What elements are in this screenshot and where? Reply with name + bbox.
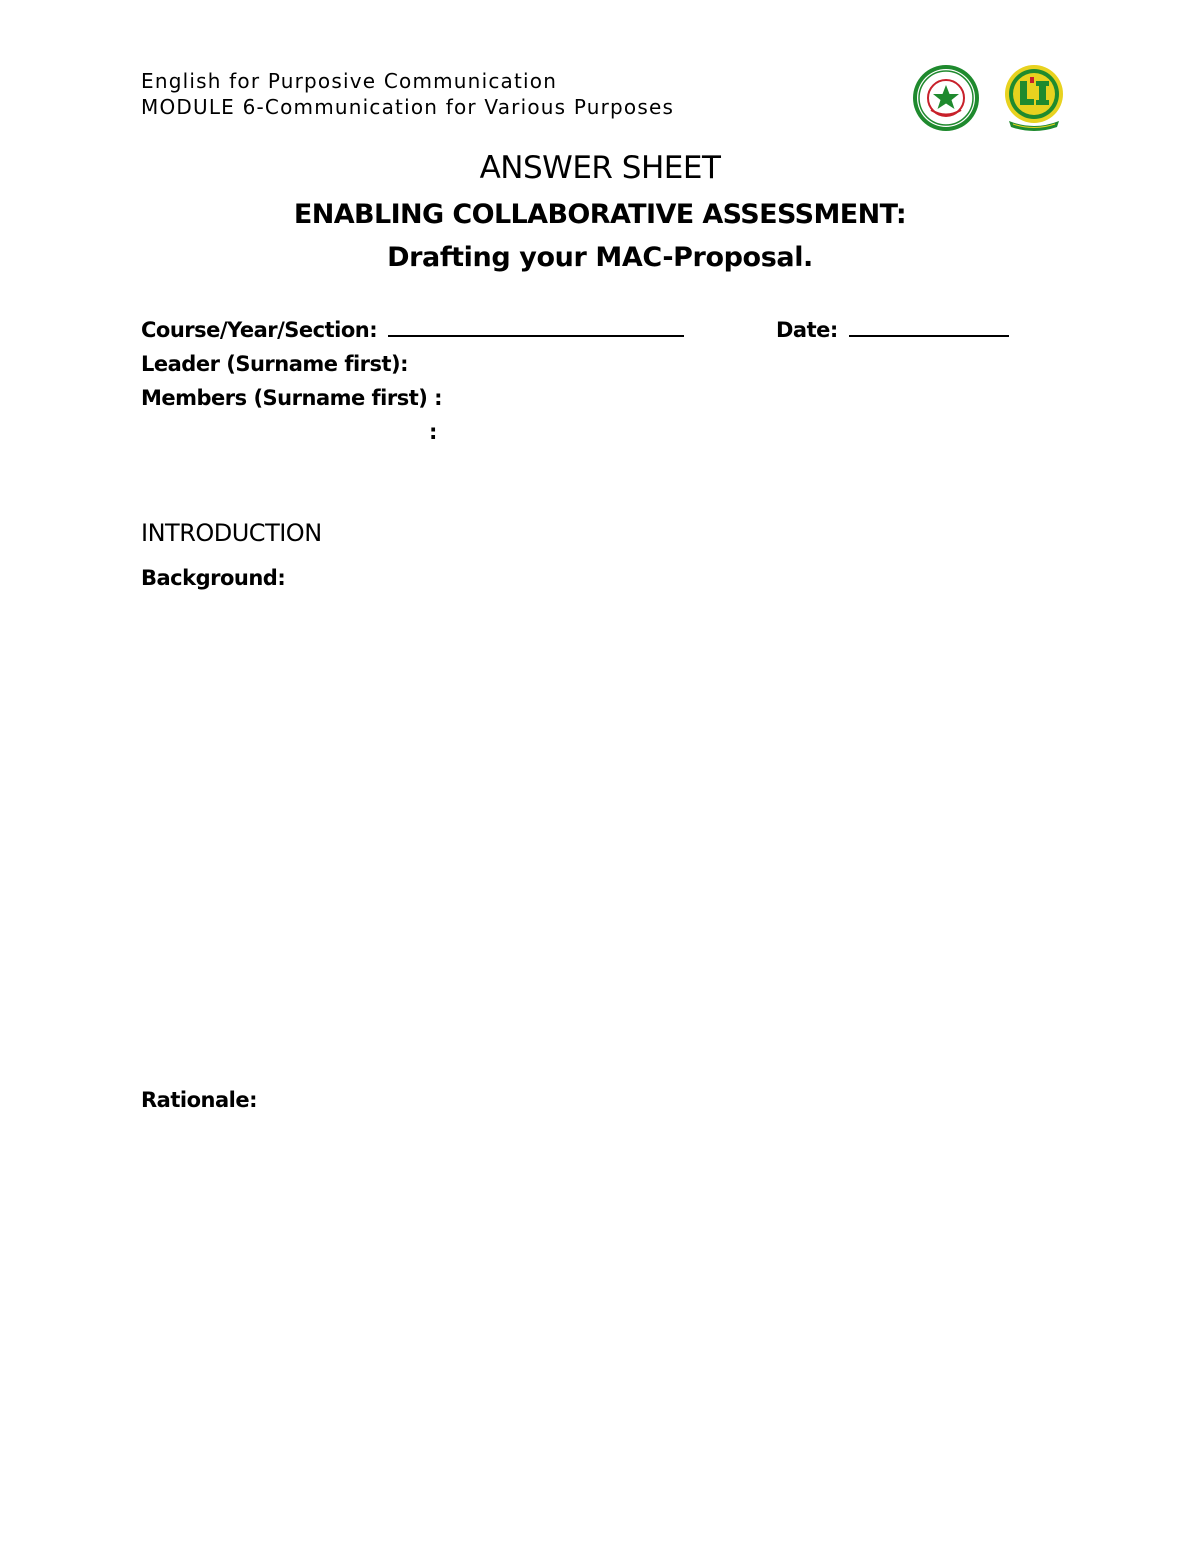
background-heading: Background: [141,566,286,590]
course-year-section-field[interactable] [141,318,684,342]
assessment-subtitle: ENABLING COLLABORATIVE ASSESSMENT: [293,199,907,230]
course-year-section-label: Course/Year/Section: [141,318,378,342]
university-seal-logo [911,63,981,133]
header-course-title: English for Purposive Communication [141,69,558,93]
college-seal-logo [1003,63,1065,135]
header-module-title: MODULE 6-Communication for Various Purposes [141,95,675,119]
proposal-subtitle: Drafting your MAC-Proposal. [387,242,813,273]
rationale-heading: Rationale: [141,1088,257,1112]
members-continuation-colon: : [429,420,437,444]
course-year-section-blank[interactable] [388,319,684,337]
leader-label: Leader (Surname first): [141,352,409,376]
answer-sheet-title: ANSWER SHEET [479,150,721,186]
date-label: Date: [776,318,838,342]
members-label: Members (Surname first) : [141,386,443,410]
introduction-heading: INTRODUCTION [141,519,322,547]
date-blank[interactable] [849,319,1009,337]
date-field[interactable] [776,318,1009,342]
